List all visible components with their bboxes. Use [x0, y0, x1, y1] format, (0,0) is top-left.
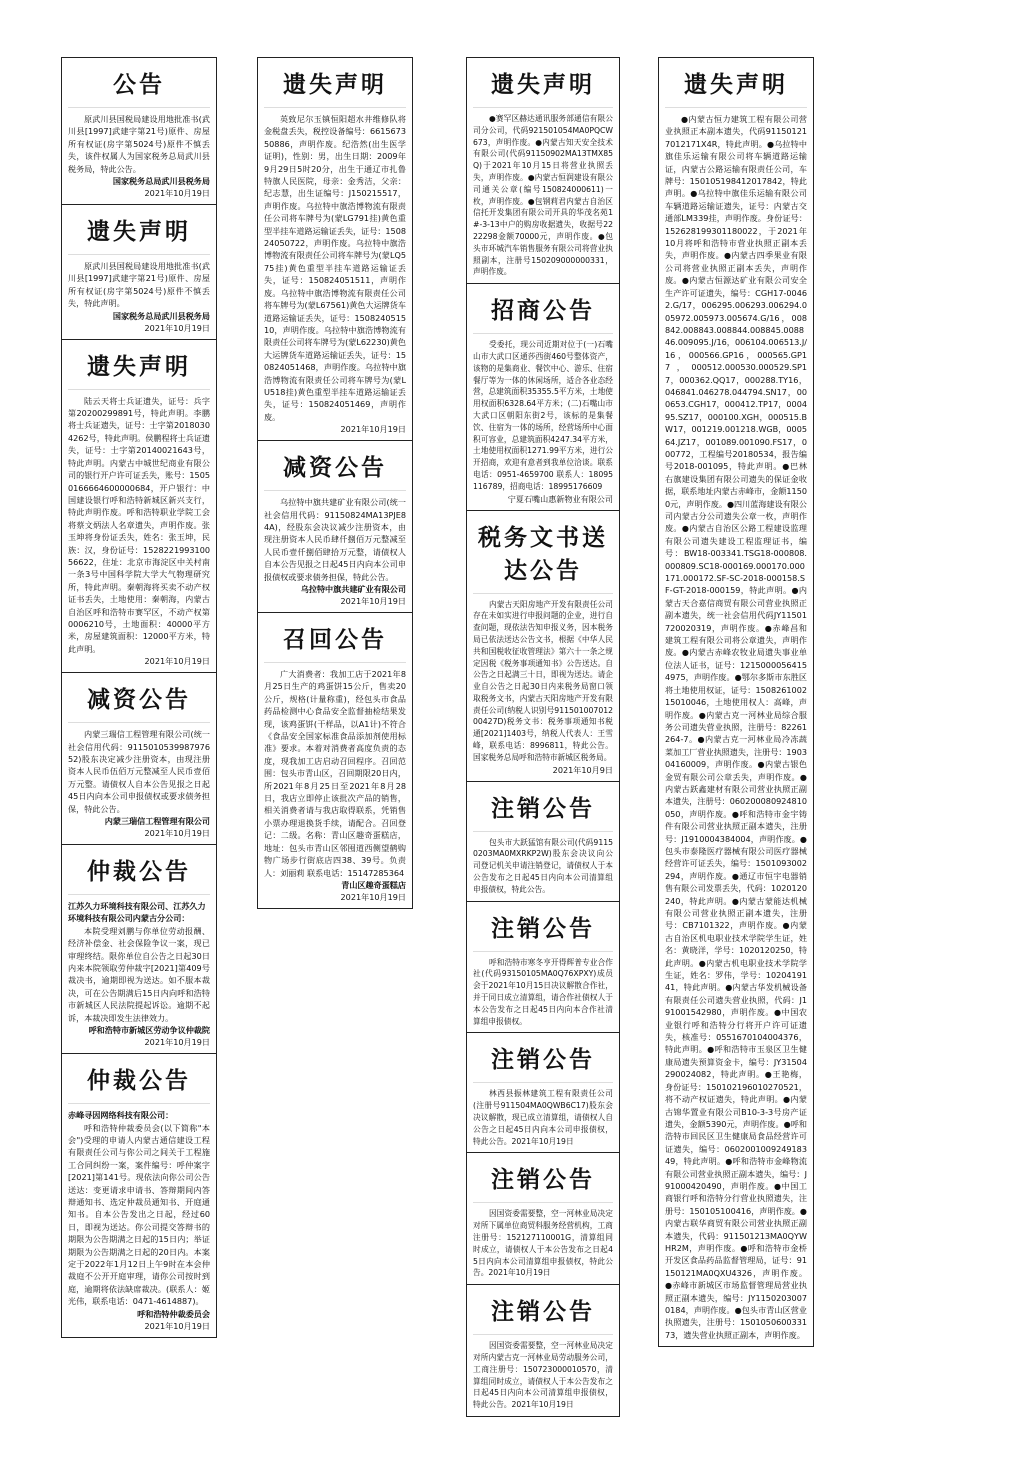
tax-document-notice-title: 税务文书送达公告 [473, 515, 613, 594]
investment-notice-box [466, 283, 620, 510]
notice-signature: 国家税务总局武川县税务局 [112, 176, 210, 187]
arbitration-notice-box [61, 1053, 217, 1338]
notice-date: 2021年10月19日 [144, 656, 210, 667]
notice-date: 2021年10月19日 [144, 1320, 210, 1331]
deregistration-notice-box [466, 901, 620, 1034]
loss-declaration-box [658, 57, 814, 1347]
investment-notice-title: 招商公告 [473, 288, 613, 334]
notice-signature: 国家税务总局武川县税务局 [112, 310, 210, 321]
notice-date: 2021年10月19日 [144, 322, 210, 333]
notice-body: 呼和浩特仲裁委员会(以下简称"本会")受理的申请人内蒙古通信建设工程有限责任公司与你公司之间关于工程施工合同纠纷一案，案件编号：呼仲案字[2021]第141号。现依法向你公司公告送达：变更请求申请书、答辩期间内答辩通知书、选定仲裁员通知书、开庭通知书。自本公告发出之日起，经过60日，即视为送达。你公司提交答辩书的期限为公告期满之日起的15日内；举证期限为公告期满之日起的20日内。本案定于2022年1月12日上午9时在本会仲裁庭不公开开庭审理，请你公司按时到庭，逾期将依法缺席裁决。(联系人：姬光伟，联系电话：0471-4614887)。 [68, 1122, 210, 1307]
notice-body: 因国资委需要整，空一河林业局决定对所下属单位商贸科服务经营机构，工商注册号：152127110001G，清算组同时成立，请债权人于本公告发布之日起45日内向本公司清算组申报债权，特此公告。2021年10月19日 [473, 1209, 613, 1278]
deregistration-notice-box [466, 781, 620, 902]
column-3 [466, 57, 620, 1417]
column-2 [257, 57, 413, 909]
recall-notice-title: 召回公告 [264, 617, 406, 663]
notice-body: 内蒙三瑞信工程管理有限公司(统一社会信用代码：911501053998797652)股东决定减少注册资本，由现注册资本人民币伍佰万元整减至人民币壹佰万元整。请债权人自本公告见报之日起45日内向本公司申报债权或要求债务担保，特此公告。 [68, 729, 210, 814]
loss-declaration-box [61, 339, 217, 674]
arbitration-notice-title: 仲裁公告 [68, 849, 210, 895]
tax-document-notice-box [466, 510, 620, 782]
notice-date: 2021年10月19日 [340, 424, 406, 435]
deregistration-notice-title: 注销公告 [473, 906, 613, 952]
notice-body: 呼和浩特市寒冬亨开得辉普专业合作社(代码93150105MA0Q76XPXY)成员会于2021年10月15日决议解散合作社，并于同日成立清算组，请合作社债权人于本公告发布之日起45日内向本合作社清算组申报债权。 [473, 957, 613, 1026]
column-1 [61, 57, 217, 1338]
notice-box [61, 57, 217, 205]
notice-date: 2021年10月19日 [340, 596, 406, 606]
loss-declaration-title: 遗失声明 [68, 209, 210, 255]
notice-date: 2021年10月9日 [552, 764, 613, 775]
column-4 [658, 57, 814, 1347]
notice-date: 2021年10月19日 [144, 828, 210, 839]
notice-body: 广大消费者：我加工店于2021年8月25日生产的鸡蛋饼15公斤，售卖20公斤，规格(计量称重)，经包头市食品药品检测中心食品安全监督抽检结果发现，该鸡蛋饼(干样品，以A1计)不符合《食品安全国家标准食品添加剂使用标准》要求。本着对消费者高度负责的态度，现我加工店启动召回程序。召回范围：包头市青山区，召回期限20日内，所2021年8月25日至2021年8月28日，我店立即停止该批次产品的销售，相关消费者请与我店取得联系，凭销售小票办理退换货手续，请配合。召回登记：二级。名称：青山区趣奇蛋糕店，地址：包头市青山区邻囤道西侧望鹤购物广场步行街底店四38、39号。负责人：刘丽莉 联系电话：15147285364 [264, 669, 406, 878]
notice-body: 英致尼尔玉镇恒阳超水井维修队将金税盘丢失，税控设备编号：661567350886，声明作废。纪浩然(出生医学证明)，性别：男，出生日期：2009年9月29日5时20分，出生于通辽市扎鲁特旗人民医院，母亲：金秀洁，父亲：纪志慧，出生证编号：J150215517，声明作废。乌拉特中旗浩博物流有限责任公司将车牌号为(蒙LG791挂)黄色重型半挂车道路运输证丢失，证号：150824050722，声明作废。乌拉特中旗浩博物流有限责任公司将车牌号为(蒙LQ575挂)黄色重型半挂车道路运输证丢失，证号：150824051511，声明作废。乌拉特中旗浩博物流有限责任公司将车牌号为(蒙L67561)黄色大运牌货车道路运输证丢失，证号：150824051510，声明作废。乌拉特中旗浩博物流有限责任公司将车牌号为(蒙L62230)黄色大运牌货车道路运输证丢失，证号：150824051468，声明作废。乌拉特中旗浩博物流有限责任公司将车牌号为(蒙LU518挂)黄色重型半挂车道路运输证丢失，证号：150824051469，声明作废。 [264, 114, 407, 422]
notice-title: 公告 [68, 62, 210, 108]
notice-signature: 内蒙三瑞信工程管理有限公司 [104, 816, 210, 827]
loss-declaration-title: 遗失声明 [68, 344, 210, 390]
arbitration-notice-title: 仲裁公告 [68, 1058, 210, 1104]
notice-body: 受委托，现公司近期对位于(一)石嘴山市大武口区通莎西街460号整体资产，该物的是集商业、餐饮中心、游乐、住宿餐厅等为一体的休闲场所，适合各业态经营，总建筑面积35355.5平方米，土地使用权面积6328.64平方米；(二)石嘴山市大武口区朝阳东街2号，该标的是集餐饮、住宿为一体的场所，经营场所中心面积可容业，总建筑面积4247.34平方米，土地使用权面积1271.99平方米，进行公开招商，欢迎有意者到我单位洽谈。联系电话：0951-4659700 联系人：18095116789，招商电话：18995176609 [473, 340, 613, 491]
loss-declaration-title: 遗失声明 [665, 62, 807, 108]
capital-reduction-notice-title: 减资公告 [68, 677, 210, 723]
notice-date: 2021年10月19日 [144, 1037, 210, 1048]
deregistration-notice-box [466, 1152, 620, 1285]
notice-signature: 呼和浩特仲裁委员会 [137, 1308, 210, 1319]
notice-body: 原武川县国税局建设用地批准书(武川县[1997]武建字第21号)原件、房屋所有权证(房字第5024号)原件不慎丢失，该件权属人为国家税务总局武川县税务局，特此公告。 [68, 114, 210, 174]
notice-date: 2021年10月19日 [340, 891, 406, 902]
notice-body: 原武川县国税局建设用地批准书(武川县[1997]武建字第21号)原件、房屋所有权证(房字第5024号)原件不慎丢失，特此声明。 [68, 261, 210, 309]
notice-signature: 呼和浩特市新城区劳动争议仲裁院 [88, 1025, 210, 1036]
notice-body: 因国资委需要整，空一河林业局决定对所内蒙古克一河林业局劳动服务公司，工商注册号：150723000010570，清算组同时成立，请债权人于本公告发布之日起45日内向本公司清算组申报债权，特此公告。2021年10月19日 [473, 1341, 613, 1410]
notice-body: 包头市大跃猛馆有限公司(代码91150203MA0MXRKP2W)股东会决议向公司登记机关申请注销登记，请债权人于本公告发布之日起45日内向本公司清算组申报债权，特此公告。 [473, 837, 613, 894]
notice-body: ●内蒙古恒力建筑工程有限公司营业执照正本副本遗失，代码911501217012171X4R，特此声明。●乌拉特中旗佳乐运输有限公司将车辆道路运输证，内蒙古公路运输有限责任公司，车牌号：150105198412017842，特此声明。●乌拉特中旗佳乐运输有限公司车辆道路运输证遗失，证号：内蒙古交通部LM339挂，声明作废。身份证号：152628199301180022，于2021年10月将呼和浩特市营业执照正副本丢失，声明作废。●内蒙古四季果业有限公司将营业执照正副本丢失，声明作废。●内蒙古恒源达矿业有限公司安全生产许可证遗失，编号：CGH17-00462.G/17，006295.006293.006294.005972.005973.005674.G/16，008842.008843.008844.008845.008846.009095.J/16，006104.006513.J/16，000566.GP16，000565.GP17，000512.000530.000529.SP17，000362.QQ17，000288.TY16，046841.046278.044794.SN17，000653.CGH17，000412.TP17，000495.SZ17，000100.XGH，000515.BW17，001219.001218.WGB，000564.JZ17，001089.001090.FS17，000772，工程编号20180534，报告编号2018-001095，特此声明。●巴林右旗建设集团有限公司遗失的保证金收据，联系地址内蒙古赤峰市，金额11500元，声明作废。●四川蓝海建设有限公司内蒙古分公司遗失公章一枚，声明作废。●内蒙古自治区公路工程建设监理有限公司遗失建设工程监理证书，编号：BW18-003341.TSG18-000808.000809.SC18-000169.000170.000171.000172.SF-SC-2018-000158.SF-GT-2018-000159，特此声明。●内蒙古天合嘉信商贸有限公司营业执照正副本遗失，统一社会信用代码JY11501720020319，声明作废。●赤峰昌和建筑工程有限公司将公章遗失，声明作废。●内蒙古赤峰农牧业局遗失事业单位法人证书，证号：12150000564154975，声明作废。●鄂尔多斯市东胜区将土地使用权证，证号：150826100215010046，土地使用权人：高峰，声明作废。●内蒙古克一河林业局综合服务公司遗失营业执照，注册号：82261264-7。●内蒙古克一河林业局冷冻蔬菜加工厂营业执照遗失，注册号：190304160009，声明作废。●内蒙古银色金贸有限公司公章丢失，声明作废。●内蒙古跃鑫建材有限公司营业执照正副本遗失，注册号：060200080924810050，声明作废。●呼和浩特市金宇铸件有限公司营业执照正副本遗失，注册号：J1910004384004，声明作废。●包头市泰隆医疗器械有限公司医疗器械经营许可证丢失，编号：1501093002294，声明作废。●通辽市恒宇电器销售有限公司发票丢失，代码：1020120240，特此声明。●内蒙古蒙能达机械有限公司营业执照正副本遗失，注册号：CB7101322，声明作废。●内蒙古自治区机电职业技术学院学生证，姓名：黄晓洋，学号：1020120250，特此声明。●内蒙古机电职业技术学院学生证，姓名：罗伟，学号：1020419141，特此声明。●内蒙古华发机械设备有限责任公司遗失营业执照，代码：J191001542980，声明作废。●中国农业银行呼和浩特分行将开户许可证遗失，核准号：0551670104004376，特此声明。●呼和浩特市玉泉区卫生健康局遗失预算资金卡，编号：JY31504290024082，特此声明。●王艳梅，身份证号：150102196010270521，将不动产权证遗失，特此声明。●内蒙古锦华置业有限公司B10-3-3号房产证遗失，金额5390元，声明作废。●呼和浩特市回民区卫生健康局食品经营许可证遗失，编号：060200100924918349，特此声明。●呼和浩特市金峰物流有限公司营业执照正副本遗失，编号：J91000420490，声明作废。●中国工商银行呼和浩特分行营业执照遗失，注册号：150105100416，声明作废。●内蒙古联华商贸有限公司营业执照正副本遗失，代码：911501213MA0QYWHR2M，声明作废。●呼和浩特市金桥开发区食品药品监督管理局，证号：91150121MA0QXU4326，声明作废。●赤峰市新城区市场监督管理局营业执照正副本遗失，编号：JY11502030070184，声明作废。●包头市青山区营业执照遗失，注册号：150105060033173，遗失营业执照正副本，声明作废。 [665, 114, 808, 1340]
notice-body: 乌拉特中旗共建矿业有限公司(统一社会信用代码：91150824MA13PJE84A)，经股东会决议减少注册资本，由现注册资本人民币肆仟捌佰万元整减至人民币壹仟捌佰肆拾万元整，请债权人自本公告见报之日起45日内向本公司申报债权或要求债务担保，特此公告。 [264, 497, 406, 582]
loss-declaration-title: 遗失声明 [473, 62, 613, 108]
notice-body: 本院受理刘鹏与你单位劳动报酬、经济补偿金、社会保险争议一案，现已审理终结。限你单位自公告之日起30日内来本院领取劳仲裁字[2021]第409号裁决书，逾期即视为送达。如不服本裁决，可在公告期满后15日内向呼和浩特市新城区人民法院提起诉讼。逾期不起诉，本裁决即发生法律效力。 [68, 925, 210, 1023]
loss-declaration-box [466, 57, 620, 284]
capital-reduction-notice-box [257, 440, 413, 613]
notice-date: 宁夏石嘴山惠新物业有限公司 [507, 493, 613, 504]
notice-signature: 青山区趣奇蛋糕店 [341, 879, 406, 890]
recall-notice-box [257, 612, 413, 909]
notice-addressee: 赤峰寻因网络科技有限公司： [68, 1110, 174, 1121]
deregistration-notice-title: 注销公告 [473, 1037, 613, 1083]
notice-body: 陆云天将士兵证遗失，证号：兵字第20200299891号，特此声明。李鹏将士兵证遗失，证号：士字第20180304262号，特此声明。侯鹏程将士兵证遗失，证号：士字第20140021643号，特此声明。内蒙古中城世纪商业有限公司的银行开户许可证丢失，账号：15050166664600000684，开户银行：中国建设银行呼和浩特新城区新兴支行，特此声明作废。呼和浩特职业学院工会将蔡文炳法人名章遗失，声明作废。张玉坤将身份证丢失，姓名：张玉坤，民族：汉，身份证号：152822199310056622，住址：北京市海淀区中关村南一条3号中国科学院大学大气物理研究所，特此声明。秦朝海将买卖不动产权证书丢失，土地使用：秦朝海，内蒙古自治区呼和浩特市赛罕区，不动产权第0006210号，土地面积：40000平方米，房屋建筑面积：12000平方米，特此声明。 [68, 395, 211, 654]
notice-body: 内蒙古天阳房地产开发有限责任公司存在未如实进行申报问题的企业，进行自查问题，现依法告知申报义务，因本税务局已依法送达公告文书，根据《中华人民共和国税收征收管理法》第六十一条之规定因税《税务事项通知书》公告送达。自公告之日起满三十日，即视为送达。请企业自公告之日起30日内来税务局窗口领取税务文书，内蒙古天阳房地产开发有限责任公司(纳税人识别号91150100701200427D)税务文书：税务事项通知书税通[2021]1403号，纳税人代表人：王雪峰，联系电话：8996811，特此公告。国家税务总局呼和浩特市新城区税务局。 [473, 599, 613, 762]
notice-body: 林西县振林建筑工程有限责任公司(注册号911504MA0QWB6C17)股东会决议解散，现已成立清算组，请债权人自公告之日起45日内向本公司申报债权，特此公告。2021年10月19日 [473, 1089, 613, 1146]
arbitration-notice-box [61, 844, 217, 1054]
deregistration-notice-title: 注销公告 [473, 786, 613, 832]
loss-declaration-title: 遗失声明 [264, 62, 406, 108]
deregistration-notice-title: 注销公告 [473, 1157, 613, 1203]
loss-declaration-box [61, 204, 217, 340]
loss-declaration-box [257, 57, 413, 441]
deregistration-notice-title: 注销公告 [473, 1289, 613, 1335]
notice-signature: 乌拉特中旗共建矿业有限公司 [300, 584, 406, 594]
notice-body: ●赛罕区赫达通讯服务部通信有限公司分公司，代码921501054MA0PQCW673，声明作废。●内蒙古知天安全技术有限公司(代码91150902MA13TMX85Q)于2021年10月15日将营业执照丢失，声明作废。●内蒙古恒润建设有限公司通关公章(编号150824000611)一枚，声明作废。●包钢莉君内蒙古自治区信托开发集团有限公司开具的华茂名苑1#-3-13中户的购房收据遗失，收据号2222298金额70000元，声明作废。●包头市环城汽车销售服务有限公司将营业执照副本，注册号150209000000331，声明作废。 [473, 114, 613, 277]
deregistration-notice-box [466, 1284, 620, 1417]
capital-reduction-notice-box [61, 672, 217, 845]
deregistration-notice-box [466, 1032, 620, 1153]
notice-addressee: 江苏久力环境科技有限公司、江苏久力环境科技有限公司内蒙古分公司： [68, 901, 206, 924]
capital-reduction-notice-title: 减资公告 [264, 445, 406, 491]
notice-date: 2021年10月19日 [144, 188, 210, 199]
